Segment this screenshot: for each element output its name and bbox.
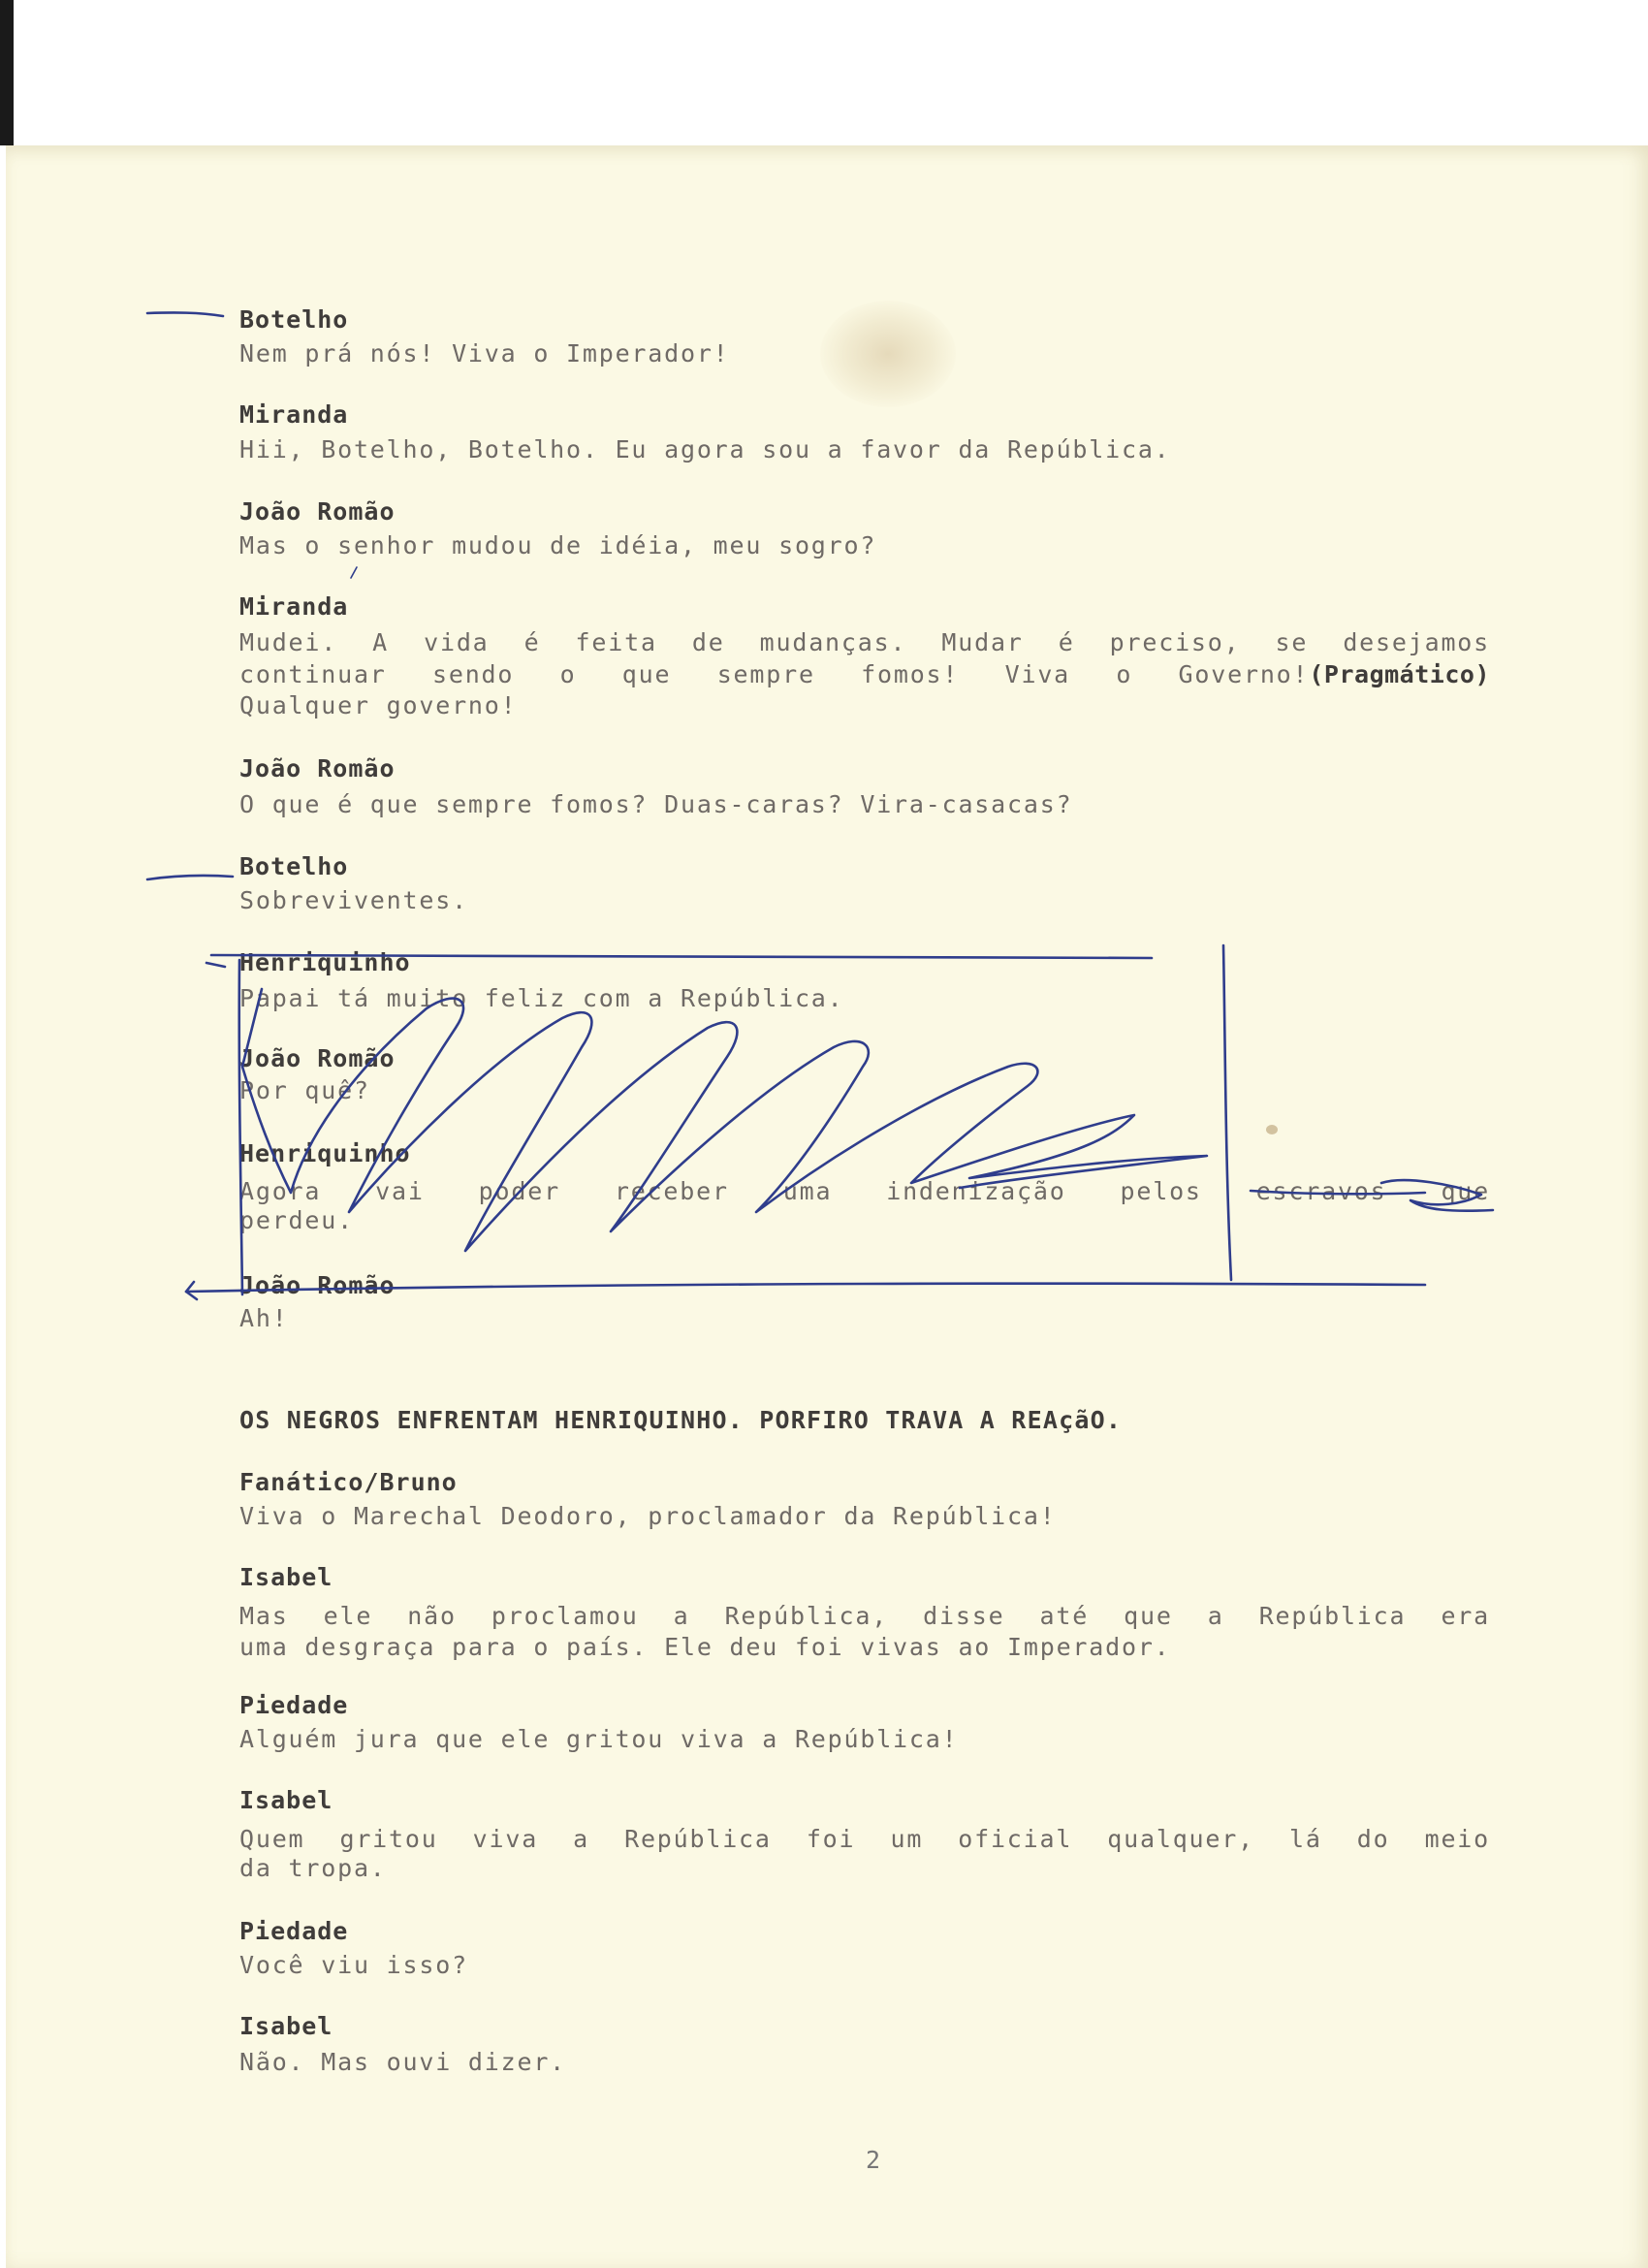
dialogue-line: Alguém jura que ele gritou viva a República! (239, 1725, 959, 1753)
dialogue-line: uma desgraça para o país. Ele deu foi vivas ao Imperador. (239, 1633, 1171, 1661)
dialogue-line: Mas ele não proclamou a República, disse até que a República era (239, 1602, 1490, 1630)
dialogue-line: Por quê? (239, 1076, 370, 1104)
speaker-name: Henriquinho (239, 948, 411, 976)
dialogue-line: Não. Mas ouvi dizer. (239, 2048, 567, 2076)
dialogue-line: perdeu. (239, 1206, 354, 1234)
dialogue-line: Mas o senhor mudou de idéia, meu sogro? (239, 531, 877, 559)
stage-direction: OS NEGROS ENFRENTAM HENRIQUINHO. PORFIRO TRAVA A REAçãO. (239, 1406, 1123, 1434)
speaker-name: Henriquinho (239, 1139, 411, 1167)
margin-dash-mark (147, 876, 233, 879)
dialogue-line: Mudei. A vida é feita de mudanças. Mudar é preciso, se desejamos (239, 628, 1490, 656)
margin-tick-mark (206, 963, 225, 967)
speaker-name: João Romão (239, 754, 396, 783)
dialogue-line: Hii, Botelho, Botelho. Eu agora sou a favor da República. (239, 435, 1171, 463)
dialogue-line: Nem prá nós! Viva o Imperador! (239, 339, 730, 367)
dialogue-line: Agora vai poder receber uma indenização pelos escravos que (239, 1177, 1490, 1205)
speaker-name: Miranda (239, 592, 349, 621)
strike-loop (1381, 1180, 1493, 1211)
deletion-box-left (239, 960, 242, 1294)
dialogue-line: Papai tá muito feliz com a República. (239, 984, 844, 1012)
speaker-name: Botelho (239, 852, 349, 880)
dialogue-line: da tropa. (239, 1854, 387, 1882)
deletion-box-right (1223, 945, 1231, 1280)
page-number: 2 (866, 2146, 881, 2174)
speaker-name: Isabel (239, 1563, 333, 1591)
deletion-box-bottom (186, 1284, 1425, 1292)
speaker-name: Fanático/Bruno (239, 1468, 458, 1496)
dialogue-line: Você viu isso? (239, 1951, 468, 1979)
speaker-name: João Romão (239, 497, 396, 526)
dialogue-line: Sobreviventes. (239, 886, 468, 914)
dialogue-line: Ah! (239, 1304, 289, 1332)
scribble-cross-out (242, 989, 1207, 1251)
dialogue-line: Viva o Marechal Deodoro, proclamador da República! (239, 1502, 1057, 1530)
speaker-name: João Romão (239, 1044, 396, 1072)
speaker-name: Miranda (239, 400, 349, 429)
dialogue-line: O que é que sempre fomos? Duas-caras? Vira-casacas? (239, 790, 1073, 818)
dialogue-line: Qualquer governo! (239, 691, 518, 719)
speaker-name: João Romão (239, 1271, 396, 1299)
margin-dash-mark (147, 312, 223, 316)
speaker-name: Piedade (239, 1917, 349, 1945)
speaker-name: Isabel (239, 1786, 333, 1814)
speaker-name: Piedade (239, 1691, 349, 1719)
strike-underline (1251, 1191, 1425, 1194)
dialogue-text: continuar sendo o que sempre fomos! Viva o Governo! (239, 660, 1310, 688)
stray-pen-mark (351, 567, 357, 578)
speaker-name: Isabel (239, 2012, 333, 2040)
deletion-box-top (211, 955, 1152, 958)
dialogue-line: Quem gritou viva a República foi um oficial qualquer, lá do meio (239, 1825, 1490, 1853)
stage-direction-inline: (Pragmático) (1309, 660, 1490, 688)
speaker-name: Botelho (239, 305, 349, 334)
